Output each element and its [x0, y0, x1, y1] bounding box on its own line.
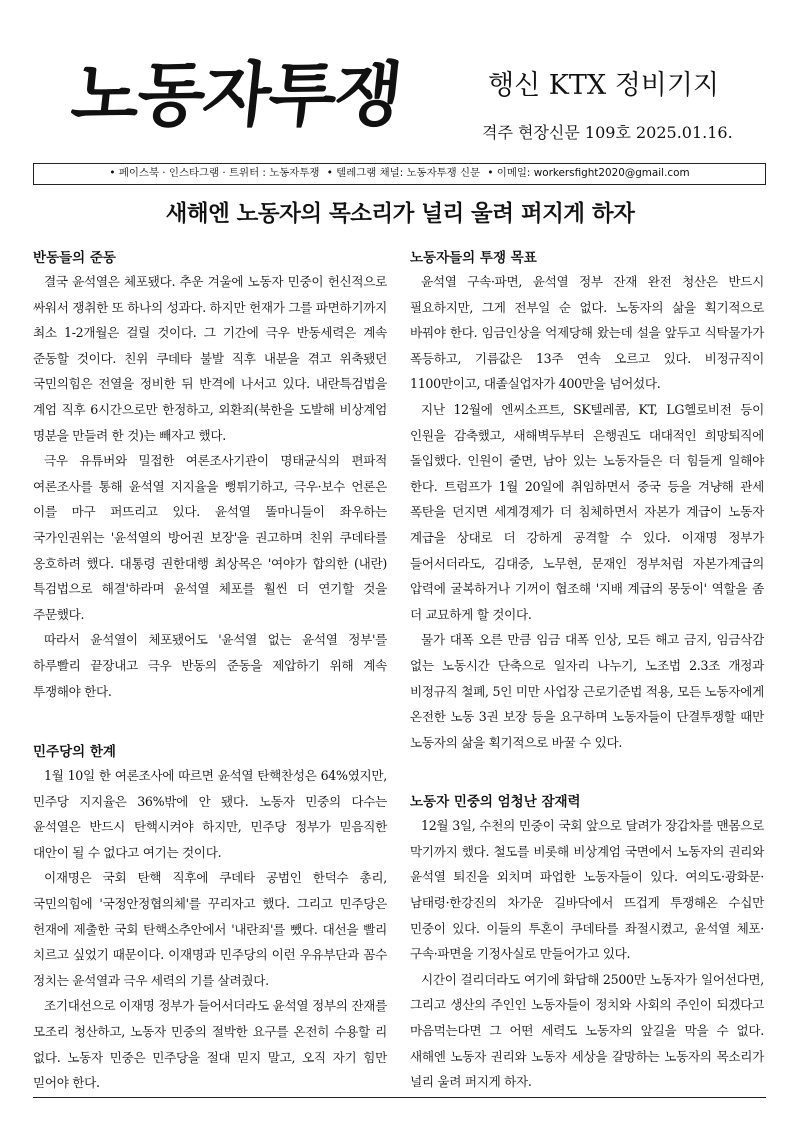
newspaper-logo: 노동자투쟁 — [67, 54, 405, 136]
section-heading: 노동자 민중의 엄청난 잠재력 — [410, 794, 581, 811]
right-column — [410, 248, 764, 1095]
masthead — [0, 0, 800, 165]
article-paragraph: 1월 10일 한 여론조사에 따르면 윤석열 탄핵찬성은 64%였지만, 민주당 지지율은 36%밖에 안 됐다. 노동자 민중의 다수는 윤석열은 반드시 탄핵시켜야 하지만, 민주당 정부가 믿음직한 대안이 될 수 없다고 여기는 것이다. — [33, 768, 387, 860]
article-paragraph: 이재명은 국회 탄핵 직후에 쿠데타 공범인 한덕수 총리, 국민의힘에 '국정안정협의체'를 꾸리자고 했다. 그리고 민주당은 헌재에 제출한 국회 탄핵소추안에서 '내란죄'를 뺐다. 대선을 빨리 치르고 싶었기 때문이다. 이재명과 민주당의 이런 우유부단과 꼼수 정치는 윤석열과 극우 세력의 기를 살려줬다. — [33, 870, 387, 988]
article-paragraph: 결국 윤석열은 체포됐다. 추운 겨울에 노동자 민중이 헌신적으로 싸워서 쟁취한 또 하나의 성과다. 하지만 헌재가 그를 파면하기까지 최소 1-2개월은 걸릴 것이다. 그 기간에 극우 반동세력은 계속 준동할 것이다. 친위 쿠데타 불발 직후 내분을 겪고 위축됐던 국민의힘은 전열을 정비한 뒤 반격에 나서고 있다. 내란특검법을 계엄 직후 6시간으로만 한정하고, 외환죄(북한을 도발해 비상계엄 명분을 만들려 한 것)는 빼자고 했다. — [33, 274, 387, 443]
article-paragraph: 물가 대폭 오른 만큼 임금 대폭 인상, 모든 해고 금지, 임금삭감 없는 노동시간 단축으로 일자리 나누기, 노조법 2.3조 개정과 비정규직 철폐, 5인 미만 사업장 근로기준법 적용, 모든 노동자에게 온전한 노동 3권 보장 등을 요구하며 노동자들이 단결투쟁할 때만 노동자의 삶을 획기적으로 바꿀 수 있다. — [410, 632, 764, 750]
left-column — [33, 248, 387, 1096]
article-section — [33, 742, 387, 1096]
section-heading: 민주당의 한계 — [33, 744, 116, 761]
section-heading: 노동자들의 투쟁 목표 — [410, 250, 537, 266]
article-paragraph: 극우 유튜버와 밀접한 여론조사기관이 명태균식의 편파적 여론조사를 통해 윤석열 지지율을 뻥튀기하고, 극우·보수 언론은 이를 마구 퍼뜨리고 있다. 윤석열 똘마니들이 좌우하는 국가인권위는 '윤석열의 방어권 보장'을 권고하며 친위 쿠데타를 옹호하려 했다. 대통령 권한대행 최상목은 '여야가 합의한 (내란)특검법으로 해결'하라며 윤석열 체포를 훨씬 더 연기할 것을 주문했다. — [33, 453, 387, 622]
article-section — [410, 248, 764, 755]
article-paragraph: 따라서 윤석열이 체포됐어도 '윤석열 없는 윤석열 정부'를 하루빨리 끝장내고 극우 반동의 준동을 제압하기 위해 계속 투쟁해야 한다. — [33, 632, 387, 699]
article-paragraph: 12월 3일, 수천의 민중이 국회 앞으로 달려가 장갑차를 맨몸으로 막기까지 했다. 철도를 비롯해 비상계엄 국면에서 노동자의 권리와 윤석열 퇴진을 외치며 파업한 노동자들이 있다. 여의도·광화문·남태령·한강진의 차가운 길바닥에서 뜨겁게 투쟁해온 수십만 민중이 있다. 이들의 투혼이 쿠데타를 좌절시켰고, 윤석열 체포·구속·파면을 기정사실로 만들어가고 있다. — [410, 818, 764, 962]
article-section — [33, 248, 387, 704]
article-paragraph: 윤석열 구속·파면, 윤석열 정부 잔재 완전 청산은 반드시 필요하지만, 그게 전부일 순 없다. 노동자의 삶을 획기적으로 바꿔야 한다. 임금인상을 억제당해 왔는데 설을 앞두고 식탁물가가 폭등하고, 기름값은 13주 연속 오르고 있다. 비정규직이 1100만이고, 대졸실업자가 400만을 넘어섰다. — [410, 274, 764, 392]
article-paragraph: 시간이 걸리더라도 여기에 화답해 2500만 노동자가 일어선다면, 그리고 생산의 주인인 노동자들이 정치와 사회의 주인이 되겠다고 마음먹는다면 그 어떤 세력도 노동자의 앞길을 막을 수 없다. 새해엔 노동자 권리와 노동자 세상을 갈망하는 노동자의 목소리가 널리 울려 퍼지게 하자. — [410, 971, 764, 1090]
section-heading: 반동들의 준동 — [33, 250, 116, 266]
telegram-info: • 텔레그램 채널: 노동자투쟁 신문 — [326, 167, 481, 179]
contact-bar — [33, 163, 766, 185]
email-info: • 이메일: workersfight2020@gmail.com — [487, 167, 690, 179]
article-paragraph: 조기대선으로 이재명 정부가 들어서더라도 윤석열 정부의 잔재를 모조리 청산하고, 노동자 민중의 절박한 요구를 온전히 수용할 리 없다. 노동자 민중은 민주당을 절대 믿지 말고, 오직 자기 힘만 믿어야 한다. — [33, 998, 387, 1091]
main-headline: 새해엔 노동자의 목소리가 널리 울려 퍼지게 하자 — [165, 201, 635, 227]
article-paragraph: 지난 12월에 엔씨소프트, SK텔레콤, KT, LG헬로비전 등이 인원을 감축했고, 새해벽두부터 은행권도 대대적인 희망퇴직에 돌입했다. 인원이 줄면, 남아 있는 노동자들은 더 힘들게 일해야 한다. 트럼프가 1월 20일에 취임하면서 중국 등을 겨냥해 관세 폭탄을 던지면 세계경제가 더 침체하면서 자본가 계급이 노동자 계급을 상대로 더 강하게 공격할 수 있다. 이재명 정부가 들어서더라도, 김대중, 노무현, 문재인 정부처럼 자본가계급의 압력에 굴복하거나 기꺼이 협조해 '지배 계급의 몽둥이' 역할을 좀 더 교묘하게 할 것이다. — [410, 401, 764, 622]
article-section — [410, 792, 764, 1095]
bottom-rule — [33, 1097, 766, 1098]
site-title: 행신 KTX 정비기지 — [488, 70, 720, 101]
issue-info: 격주 현장신문 109호 2025.01.16. — [482, 123, 733, 142]
social-media-info: • 페이스북 · 인스타그램 · 트위터 : 노동자투쟁 — [109, 167, 320, 179]
